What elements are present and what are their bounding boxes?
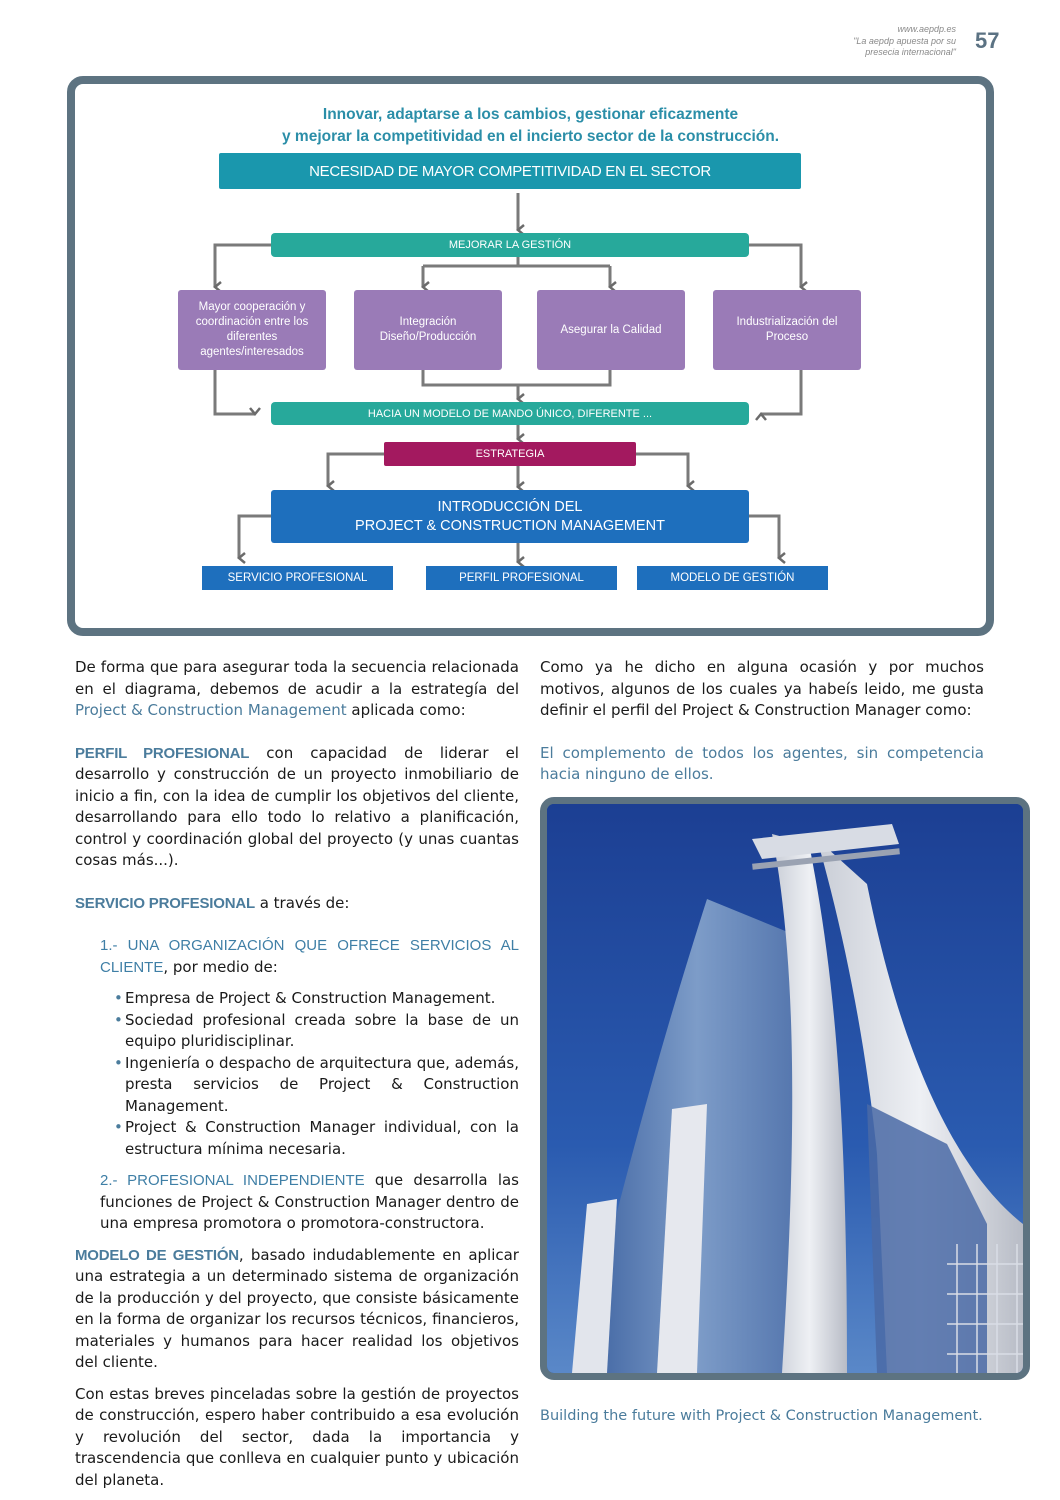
definition-quote: El complemento de todos los agentes, sin competencia hacia ninguno de ellos. <box>540 743 984 783</box>
box-industrialization: Industrialización del Proceso <box>713 290 861 370</box>
header-line1: "La aepdp apuesta por su <box>853 35 956 46</box>
box-management-model: MODELO DE GESTIÓN <box>637 566 828 590</box>
intro-line1: INTRODUCCIÓN DEL <box>437 498 583 515</box>
arrow-p2-p3-merge <box>423 370 610 385</box>
arrow-intro-to-s1 <box>239 516 271 558</box>
paragraph-perfil: PERFIL PROFESIONAL con capacidad de liderar el desarrollo y construcción de un proyecto inmobiliario de inicio a fin, con la idea de cumplir los objetivos del cliente, desarrollando para ello todo lo relativo a planificación, control y coordinación global del proyecto (y unas cuantas cosas más...). <box>75 743 519 869</box>
left-column <box>75 657 519 1491</box>
box-single-command-model: HACIA UN MODELO DE MANDO ÚNICO, DIFERENTE ... <box>271 402 749 425</box>
header-line2: presecia internacional" <box>865 47 956 57</box>
list-item: • Sociedad profesional creada sobre la base de un equipo pluridisciplinar. <box>100 1010 519 1053</box>
box-strategy: ESTRATEGIA <box>384 442 636 466</box>
paragraph-definition: Como ya he dicho en alguna ocasión y por muchos motivos, algunos de los cuales ya habeís leido, me gusta definir el perfil del Project & Construction Manager como: <box>540 658 984 719</box>
box-introduction-pcm <box>271 490 749 543</box>
photo-caption: Building the future with Project & Construction Management. <box>540 1408 983 1424</box>
page-header <box>853 24 956 59</box>
header-site: www.aepdp.es <box>897 24 956 34</box>
box-quality: Asegurar la Calidad <box>537 290 685 370</box>
pcm-link: Project & Construction Management <box>75 701 347 719</box>
box-improve-management: MEJORAR LA GESTIÓN <box>271 233 749 257</box>
box-professional-service: SERVICIO PROFESIONAL <box>202 566 393 590</box>
bullet-list <box>75 988 519 1160</box>
paragraph-modelo: MODELO DE GESTIÓN, basado indudablemente en aplicar una estrategia a un determinado sistema de organización de la producción y del proyecto, que consiste básicamente en la forma de organizar los recursos técnicos, financieros, materiales y humanos para hacer realidad los objetivos del cliente. <box>75 1245 519 1371</box>
box-need-competitiveness: NECESIDAD DE MAYOR COMPETITIVIDAD EN EL SECTOR <box>219 153 801 189</box>
item2-keyword: 2.- PROFESIONAL INDEPENDIENTE <box>100 1172 365 1189</box>
page-number: 57 <box>975 28 1000 53</box>
building-illustration <box>547 804 1023 1373</box>
servicio-keyword: SERVICIO PROFESIONAL <box>75 894 255 912</box>
arrow-strategy-right <box>636 454 688 486</box>
building-photo <box>540 797 1030 1380</box>
box-professional-profile: PERFIL PROFESIONAL <box>426 566 617 590</box>
arrow-improve-to-p1 <box>215 245 271 287</box>
diagram-frame <box>67 76 994 636</box>
arrow-improve-to-p4 <box>749 245 801 287</box>
item1-keyword: 1.- UNA ORGANIZACIÓN QUE OFRECE SERVICIOS AL CLIENTE <box>100 937 519 976</box>
item-independent: 2.- PROFESIONAL INDEPENDIENTE que desarrolla las funciones de Project & Construction Manager dentro de una empresa promotora o promotora-constructora. <box>100 1171 519 1232</box>
intro-line2: PROJECT & CONSTRUCTION MANAGEMENT <box>355 517 665 534</box>
arrow-strategy-left <box>328 454 384 486</box>
paragraph-intro: De forma que para asegurar toda la secuencia relacionada en el diagrama, debemos de acudir a la estrategía del Project & Construction Management aplicada como: <box>75 658 519 719</box>
box-integration: Integración Diseño/Producción <box>354 290 502 370</box>
arrow-intro-to-s3 <box>749 516 779 558</box>
arrow-p1-to-model <box>215 370 255 414</box>
list-item: • Empresa de Project & Construction Management. <box>100 988 519 1010</box>
diagram-title-line1: Innovar, adaptarse a los cambios, gestionar eficazmente <box>322 106 739 123</box>
box-cooperation: Mayor cooperación y coordinación entre los diferentes agentes/interesados <box>178 290 326 370</box>
right-column <box>540 657 984 796</box>
item-organization: 1.- UNA ORGANIZACIÓN QUE OFRECE SERVICIOS AL CLIENTE, por medio de: <box>100 937 519 976</box>
perfil-keyword: PERFIL PROFESIONAL <box>75 744 250 762</box>
arrow-p4-to-model <box>761 370 801 414</box>
list-item: • Project & Construction Manager individual, con la estructura mínima necesaria. <box>100 1117 519 1160</box>
paragraph-closing: Con estas breves pinceladas sobre la gestión de proyectos de construcción, espero haber contribuido a esa evolución y revolución del sector, dada la importancia y trascendencia que conlleva en cualquier punto y ubicación del planeta. <box>75 1384 519 1489</box>
list-item: • Ingeniería o despacho de arquitectura que, además, presta servicios de Project & Construction Management. <box>100 1053 519 1118</box>
paragraph-servicio: SERVICIO PROFESIONAL a través de: <box>75 893 350 912</box>
modelo-keyword: MODELO DE GESTIÓN <box>75 1246 239 1264</box>
diagram-title-line2: y mejorar la competitividad en el incierto sector de la construcción. <box>281 128 779 145</box>
